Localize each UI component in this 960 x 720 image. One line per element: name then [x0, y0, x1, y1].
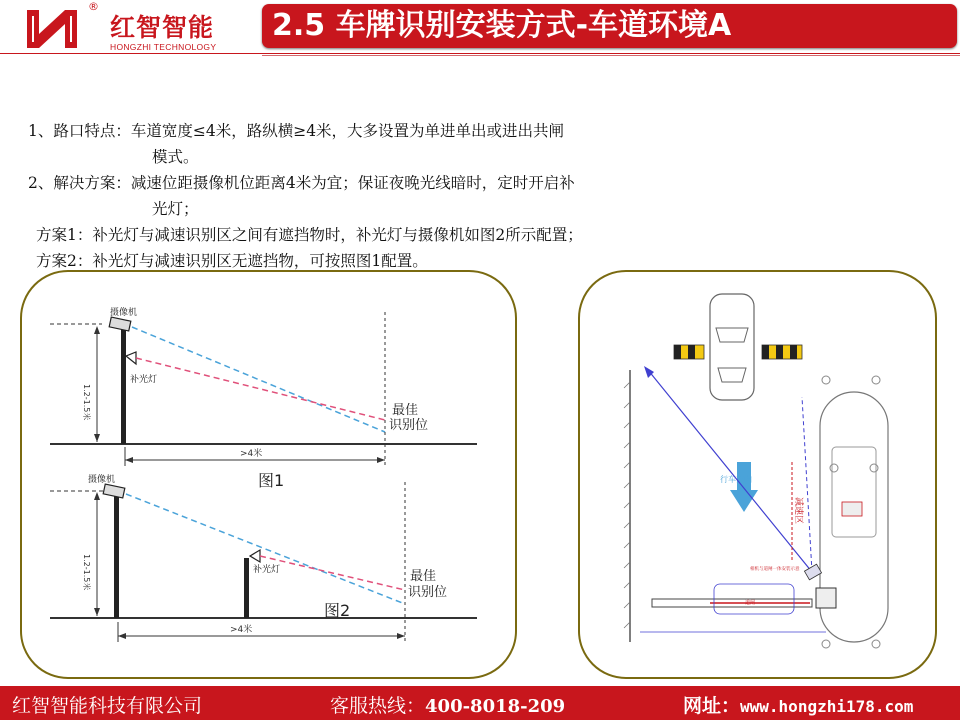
- footer-company: 红智智能科技有限公司: [12, 695, 203, 717]
- fill-light-icon: [126, 352, 136, 364]
- install-note: 相机与道闸一体安装示意: [750, 567, 800, 572]
- camera-ray-1: [132, 327, 385, 432]
- header-divider: [0, 53, 960, 54]
- website-label: 网址：: [683, 695, 741, 717]
- camera-icon: [103, 484, 125, 498]
- camera-sightline-2: [802, 397, 812, 572]
- light-label-2: 补光灯: [253, 565, 281, 575]
- direction-text: 行车方向: [720, 475, 752, 484]
- booth-outline: [832, 447, 876, 537]
- light-ray-2: [260, 556, 405, 590]
- website-url[interactable]: www.hongzhi178.com: [740, 697, 914, 716]
- scheme-2-line: 方案2：补光灯与减速识别区无遮挡物，可按照图1配置。: [36, 252, 428, 270]
- hotline-number: 400-8018-209: [425, 696, 566, 717]
- figure-label-1: 图1: [258, 471, 285, 490]
- camera-label-1: 摄像机: [110, 308, 138, 318]
- description-text: [28, 118, 808, 274]
- logo-english-name: HONGZHI TECHNOLOGY: [110, 42, 217, 52]
- side-view-diagram: [22, 272, 515, 677]
- barrier-box: [816, 588, 836, 608]
- solution-line: 2、解决方案：减速位距摄像机位距离4米为宜；保证夜晚光线暗时，定时开启补: [28, 174, 575, 192]
- driving-direction-arrow: [730, 462, 758, 512]
- zone-label: 减速区: [793, 497, 803, 525]
- scheme-1-line: 方案1：补光灯与减速识别区之间有遮挡物时，补光灯与摄像机如图2所示配置；: [36, 226, 583, 244]
- light-pole-2: [244, 558, 249, 618]
- camera-icon: [109, 317, 131, 331]
- side-view-panel: [20, 270, 517, 679]
- car-icon: [710, 294, 754, 400]
- plan-view-diagram: [580, 272, 935, 677]
- plan-view-panel: [578, 270, 937, 679]
- header-divider-secondary: [262, 55, 960, 56]
- speed-bump-left: [674, 345, 704, 359]
- height-label-1: 1.2-1.5米: [82, 384, 91, 421]
- camera-label-2: 摄像机: [88, 475, 116, 485]
- camera-pole-2: [114, 494, 119, 618]
- best-label-2a: 最佳: [410, 569, 437, 584]
- fill-light-icon: [250, 550, 260, 562]
- solution-line-cont: 光灯；: [152, 200, 199, 218]
- booth-box: [842, 502, 862, 516]
- page-title: 2.5 车牌识别安装方式-车道环境A: [272, 8, 732, 43]
- camera-ray-2: [126, 494, 405, 604]
- logo-chinese-name: 红智智能: [110, 13, 215, 42]
- figure-1-diagram: [50, 306, 477, 490]
- figure-2-diagram: [50, 473, 477, 642]
- speed-bump-right: [762, 345, 802, 359]
- best-label-1a: 最佳: [392, 403, 419, 418]
- footer-bar: [0, 686, 960, 720]
- feature-line: 1、路口特点：车道宽度≤4米，路纵横≥4米，大多设置为单进单出或进出共闸: [28, 122, 565, 140]
- title-bar: [262, 4, 957, 48]
- camera-pole-1: [121, 326, 126, 444]
- hotline-label: 客服热线：: [330, 695, 426, 717]
- hongzhi-logo-icon: [25, 4, 85, 52]
- footer-hotline: [330, 691, 565, 718]
- figure-label-2: 图2: [324, 601, 351, 620]
- gate-label: 道闸: [745, 600, 756, 606]
- trademark-symbol: ®: [88, 0, 99, 13]
- light-label-1: 补光灯: [130, 375, 158, 385]
- distance-label-1: >4米: [240, 449, 263, 459]
- best-label-2b: 识别位: [408, 585, 448, 600]
- footer-website: [683, 691, 913, 718]
- height-label-2: 1.2-1.5米: [82, 554, 91, 591]
- distance-label-2: >4米: [230, 625, 253, 635]
- best-label-1b: 识别位: [389, 418, 429, 433]
- light-ray-1: [136, 358, 385, 420]
- feature-line-cont: 模式。: [152, 148, 199, 166]
